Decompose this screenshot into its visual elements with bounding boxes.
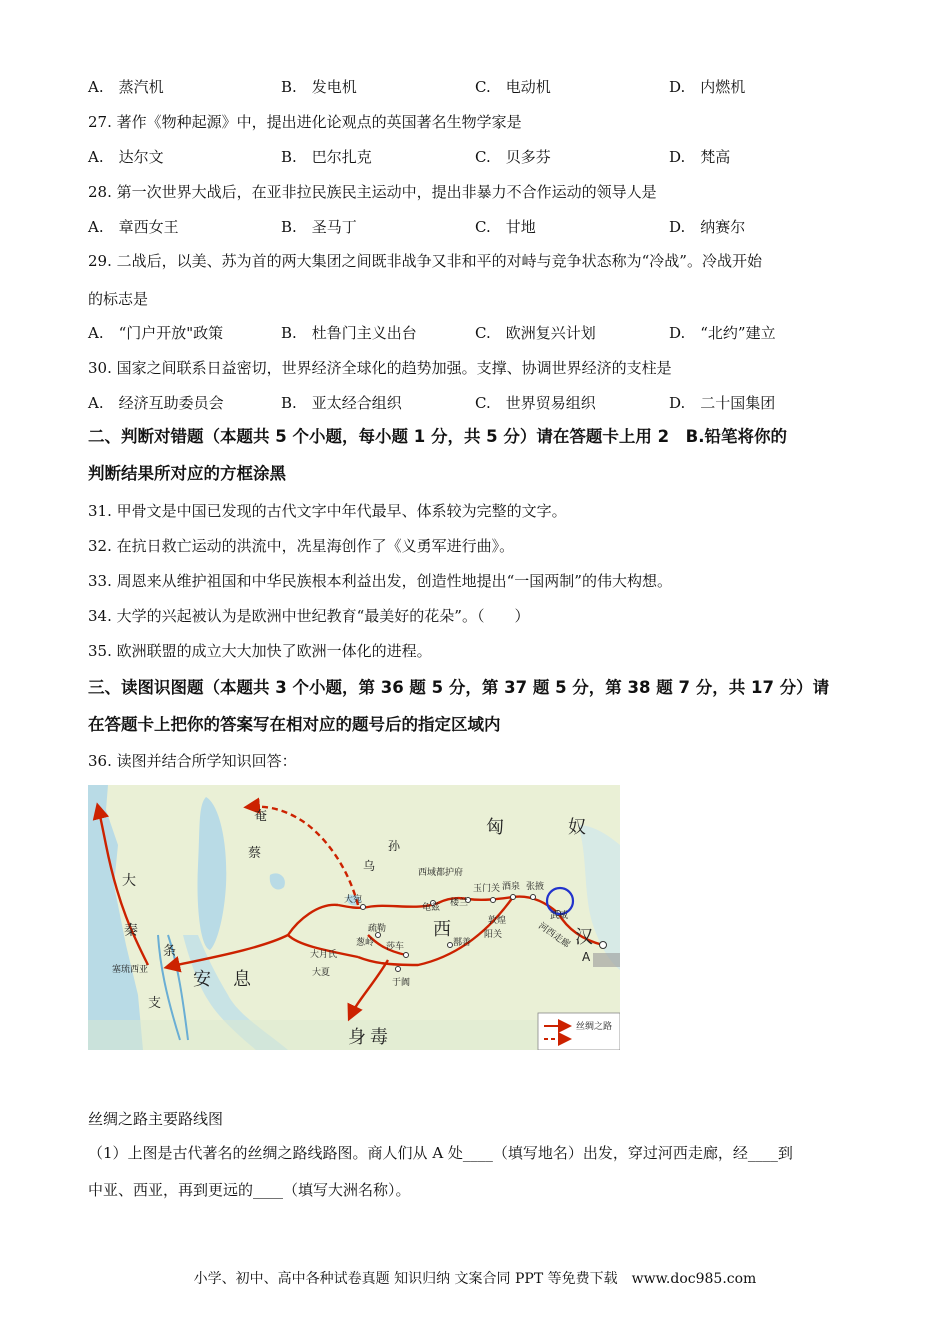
- section-2-heading-cont: 判断结果所对应的方框涂黑: [88, 464, 286, 483]
- blurred-patch: [593, 953, 620, 967]
- label-anxi-2: 息: [233, 969, 251, 990]
- label-han: 汉: [575, 927, 593, 948]
- label-protectorate: 西域都护府: [418, 868, 464, 878]
- question-33: 33. 周恩来从维护祖国和中华民族根本利益出发，创造性地提出“一国两制”的伟大构想。: [88, 572, 672, 590]
- option-a: A. “门户开放"政策: [88, 324, 224, 342]
- option-b: B. 巴尔扎克: [281, 148, 372, 166]
- silk-road-map: [88, 785, 620, 1050]
- question-34: 34. 大学的兴起被认为是欧洲中世纪教育“最美好的花朵”。（ ）: [88, 607, 530, 625]
- label-hexi: 河西走廊: [536, 921, 572, 951]
- map-legend: [538, 1013, 620, 1050]
- question-27-stem: 27. 著作《物种起源》中，提出进化论观点的英国著名生物学家是: [88, 113, 522, 131]
- q27-options: [88, 147, 868, 167]
- question-29-stem-cont: 的标志是: [88, 290, 149, 308]
- option-d: D. 纳赛尔: [669, 218, 746, 236]
- option-c: C. 世界贸易组织: [475, 394, 596, 412]
- label-wu: 乌: [363, 859, 376, 873]
- label-sun: 孙: [388, 839, 401, 853]
- option-c: C. 贝多芬: [475, 148, 551, 166]
- marker-dunhuang: [491, 898, 496, 903]
- marker-dayuan: [361, 905, 366, 910]
- label-daqin-1: 大: [122, 873, 136, 889]
- label-dunhuang: 敦煌: [488, 916, 507, 926]
- question-36-sub1: （1）上图是古代著名的丝绸之路线路图。商人们从 A 处____（填写地名）出发，穿过河西走廊，经____到: [88, 1144, 793, 1162]
- option-c: C. 甘地: [475, 218, 536, 236]
- q28-options: [88, 217, 868, 237]
- label-shendu-1: 身: [348, 1027, 366, 1048]
- marker-jiuquan: [511, 895, 516, 900]
- label-yan: 奄: [254, 809, 268, 824]
- label-jiuquan: 酒泉: [502, 882, 521, 892]
- question-28-stem: 28. 第一次世界大战后，在亚非拉民族民主运动中，提出非暴力不合作运动的领导人是: [88, 183, 657, 201]
- label-daxia: 大夏: [312, 968, 331, 978]
- label-yumenguan: 玉门关: [473, 884, 501, 894]
- label-yutian: 于阗: [392, 978, 411, 988]
- question-30-stem: 30. 国家之间联系日益密切，世界经济全球化的趋势加强。支撑、协调世界经济的支柱是: [88, 359, 672, 377]
- label-dayuezhi: 大月氏: [310, 950, 338, 960]
- map-caption: 丝绸之路主要路线图: [88, 1110, 224, 1128]
- label-shendu-2: 毒: [370, 1027, 388, 1048]
- label-anxi-1: 安: [193, 969, 211, 990]
- marker-yutian: [396, 967, 401, 972]
- option-b: B. 圣马丁: [281, 218, 357, 236]
- marker-changan: [600, 942, 607, 949]
- option-a: A. 经济互助委员会: [88, 394, 224, 412]
- label-wuwei: 武威: [550, 911, 569, 921]
- label-daqin-2: 秦: [124, 923, 138, 939]
- label-xiyu: 西: [433, 919, 451, 940]
- question-31: 31. 甲骨文是中国已发现的古代文字中年代最早、体系较为完整的文字。: [88, 502, 567, 520]
- section-3-heading: 三、读图识图题（本题共 3 个小题，第 36 题 5 分，第 37 题 5 分，第 38 题 7 分，共 17 分）请: [88, 678, 830, 697]
- label-loulan: 楼兰: [450, 898, 469, 908]
- label-dayuan: 大宛: [344, 895, 363, 905]
- option-d: D. 二十国集团: [669, 394, 776, 412]
- label-congling: 葱岭: [356, 938, 375, 948]
- label-cai: 蔡: [248, 846, 262, 861]
- option-d: D. 梵高: [669, 148, 731, 166]
- label-zhi: 支: [148, 996, 162, 1011]
- marker-zhangye: [531, 895, 536, 900]
- option-a: A. 蒸汽机: [88, 78, 164, 96]
- q26-options: [88, 77, 868, 97]
- question-29-stem: 29. 二战后，以美、苏为首的两大集团之间既非战争又非和平的对峙与竞争状态称为“冷战”。冷战开始: [88, 252, 762, 270]
- marker-shache: [404, 953, 409, 958]
- q29-options: [88, 323, 868, 343]
- option-c: C. 欧洲复兴计划: [475, 324, 596, 342]
- label-seleucia: 塞琉西亚: [112, 965, 149, 975]
- label-xiongnu-2: 奴: [568, 817, 586, 838]
- option-b: B. 亚太经合组织: [281, 394, 402, 412]
- q30-options: [88, 393, 868, 413]
- option-d: D. 内燃机: [669, 78, 746, 96]
- question-32: 32. 在抗日救亡运动的洪流中，冼星海创作了《义勇军进行曲》。: [88, 537, 515, 555]
- label-qiuci: 龟兹: [422, 903, 441, 913]
- option-b: B. 杜鲁门主义出台: [281, 324, 417, 342]
- legend-label: 丝绸之路: [576, 1022, 613, 1032]
- label-zhangye: 张掖: [526, 882, 545, 892]
- label-yangguan: 阳关: [484, 930, 503, 940]
- label-shache: 莎车: [386, 942, 405, 952]
- label-shanshan: 鄯善: [453, 938, 472, 948]
- option-a: A. 章西女王: [88, 218, 179, 236]
- marker-shanshan: [448, 943, 453, 948]
- question-35: 35. 欧洲联盟的成立大大加快了欧洲一体化的进程。: [88, 642, 432, 660]
- option-b: B. 发电机: [281, 78, 357, 96]
- label-xiongnu-1: 匈: [486, 817, 504, 838]
- section-2-heading: 二、判断对错题（本题共 5 个小题，每小题 1 分，共 5 分）请在答题卡上用 2 B.铅笔将你的: [88, 427, 787, 446]
- option-a: A. 达尔文: [88, 148, 164, 166]
- label-tiao: 条: [163, 944, 177, 959]
- section-3-heading-cont: 在答题卡上把你的答案写在相对应的题号后的指定区域内: [88, 715, 501, 734]
- option-c: C. 电动机: [475, 78, 551, 96]
- label-point-a: A: [582, 950, 591, 964]
- question-36-stem: 36. 读图并结合所学知识回答：: [88, 752, 297, 770]
- label-shule: 疏勒: [368, 924, 387, 934]
- page-footer: 小学、初中、高中各种试卷真题 知识归纳 文案合同 PPT 等免费下载 www.doc985.com: [193, 1271, 757, 1287]
- option-d: D. “北约”建立: [669, 324, 776, 342]
- question-36-sub1-cont: 中亚、西亚，再到更远的____（填写大洲名称）。: [88, 1181, 411, 1199]
